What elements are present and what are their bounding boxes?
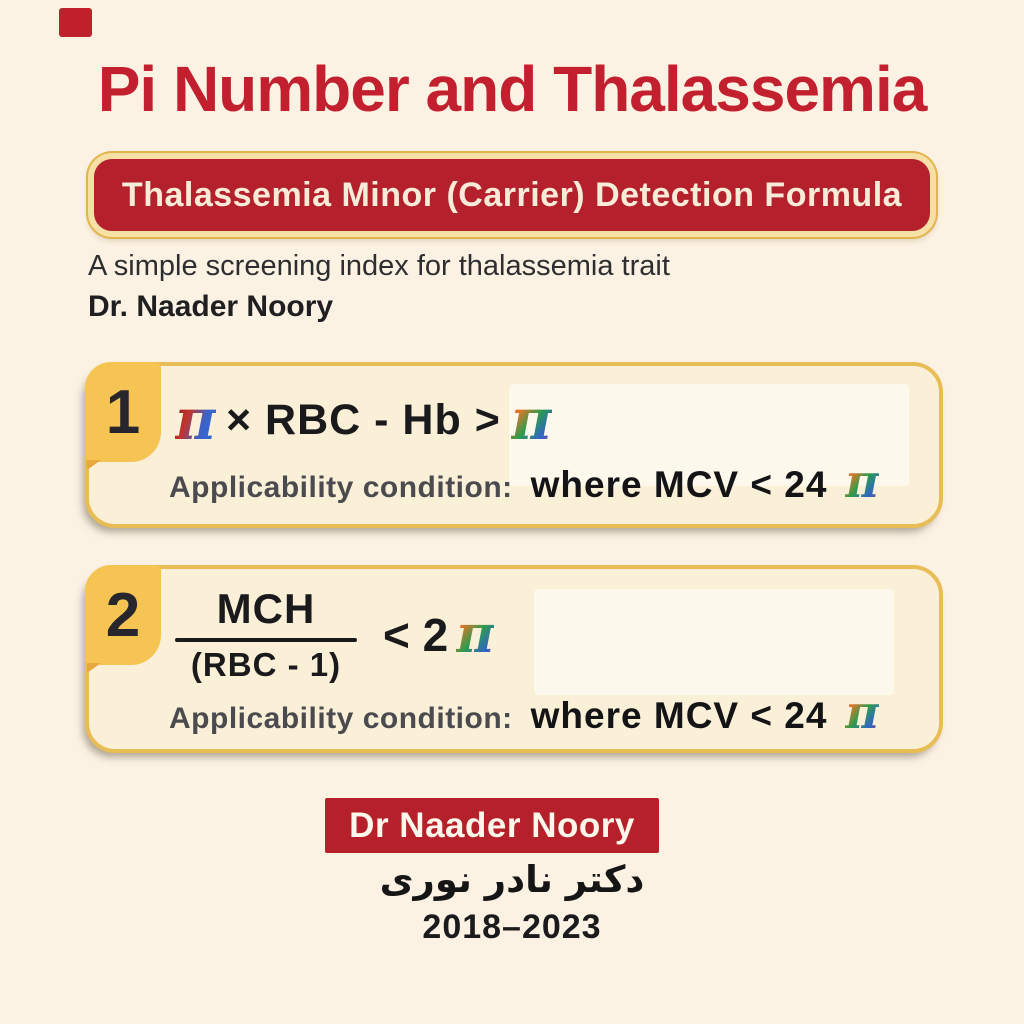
applicability-condition-1 [169, 454, 880, 508]
condition-value: where MCV < 24 [530, 464, 828, 505]
formula-2 [175, 585, 494, 684]
fraction-bar [175, 638, 357, 642]
condition-label: Applicability condition: [169, 471, 513, 504]
pi-symbol: π [510, 387, 552, 453]
banner-text: Thalassemia Minor (Carrier) Detection Formula [121, 175, 903, 214]
formula-card-2 [85, 565, 943, 753]
step-number: 1 [105, 377, 141, 447]
comparison [383, 604, 494, 665]
fraction [175, 585, 357, 684]
year-range: 2018–2023 [422, 908, 602, 946]
step-2-badge [85, 565, 161, 665]
red-square-marker [59, 8, 92, 37]
step-1-badge [85, 362, 161, 462]
fraction-numerator: MCH [216, 585, 316, 632]
author-badge [325, 798, 659, 853]
comparison-text: < 2 [383, 608, 449, 661]
condition-value: where MCV < 24 [530, 695, 828, 736]
pi-symbol: π [845, 454, 880, 508]
subtitle: A simple screening index for thalassemia trait [88, 250, 670, 282]
author-line: Dr. Naader Noory [88, 290, 334, 323]
formula-1-body: × RBC - Hb > [226, 395, 501, 444]
pi-symbol: π [456, 604, 495, 665]
formula-card-1 [85, 362, 943, 528]
condition-label: Applicability condition: [169, 702, 513, 735]
banner [88, 153, 936, 237]
pi-symbol: π [845, 685, 880, 739]
step-number: 2 [105, 580, 141, 650]
formula-1 [175, 388, 552, 452]
author-badge-text: Dr Naader Noory [349, 805, 635, 845]
applicability-condition-2 [169, 685, 880, 739]
pi-symbol: π [175, 387, 216, 453]
highlight-patch [534, 589, 894, 695]
page-title: Pi Number and Thalassemia [97, 53, 927, 125]
author-name-persian: دکتر نادر نوری [379, 858, 645, 901]
fraction-denominator: (RBC - 1) [190, 646, 342, 683]
